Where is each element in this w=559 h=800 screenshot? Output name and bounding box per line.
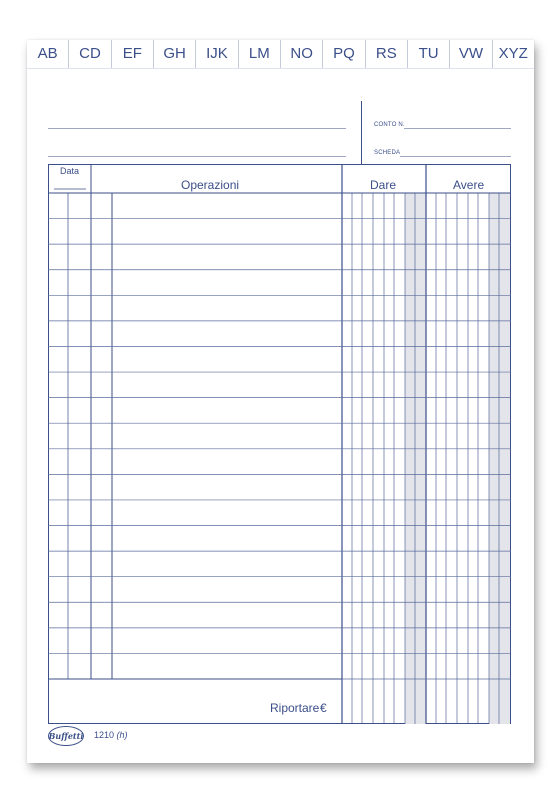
scheda-label: SCHEDA <box>374 150 401 156</box>
riportare-label: Riportare <box>270 701 320 715</box>
index-tab-ijk: IJK <box>195 40 237 68</box>
avere-cents-shade <box>489 193 510 724</box>
form-code: 1210 (h) <box>94 730 128 740</box>
column-header-avere: Avere <box>453 178 485 192</box>
index-tab-xyz: XYZ <box>492 40 534 68</box>
currency-symbol: € <box>320 701 327 715</box>
column-header-operazioni: Operazioni <box>181 178 240 192</box>
column-header-data: Data <box>60 166 80 176</box>
index-tab-ab: AB <box>37 45 58 62</box>
index-tab-gh: GH <box>153 40 195 68</box>
index-tab-pq: PQ <box>322 40 364 68</box>
index-tab-ef: EF <box>111 40 153 68</box>
column-header-dare: Dare <box>370 178 397 192</box>
buffetti-logo: Buffetti <box>48 726 84 746</box>
index-tab-cd: CD <box>68 40 110 68</box>
index-tab-lm: LM <box>238 40 280 68</box>
index-tab-rs: RS <box>365 40 407 68</box>
index-tab-tu: TU <box>407 40 449 68</box>
index-tab-no: NO <box>280 40 322 68</box>
dare-cents-shade <box>405 193 426 724</box>
index-tab-vw: VW <box>449 40 491 68</box>
conto-label: CONTO N. <box>374 122 405 128</box>
